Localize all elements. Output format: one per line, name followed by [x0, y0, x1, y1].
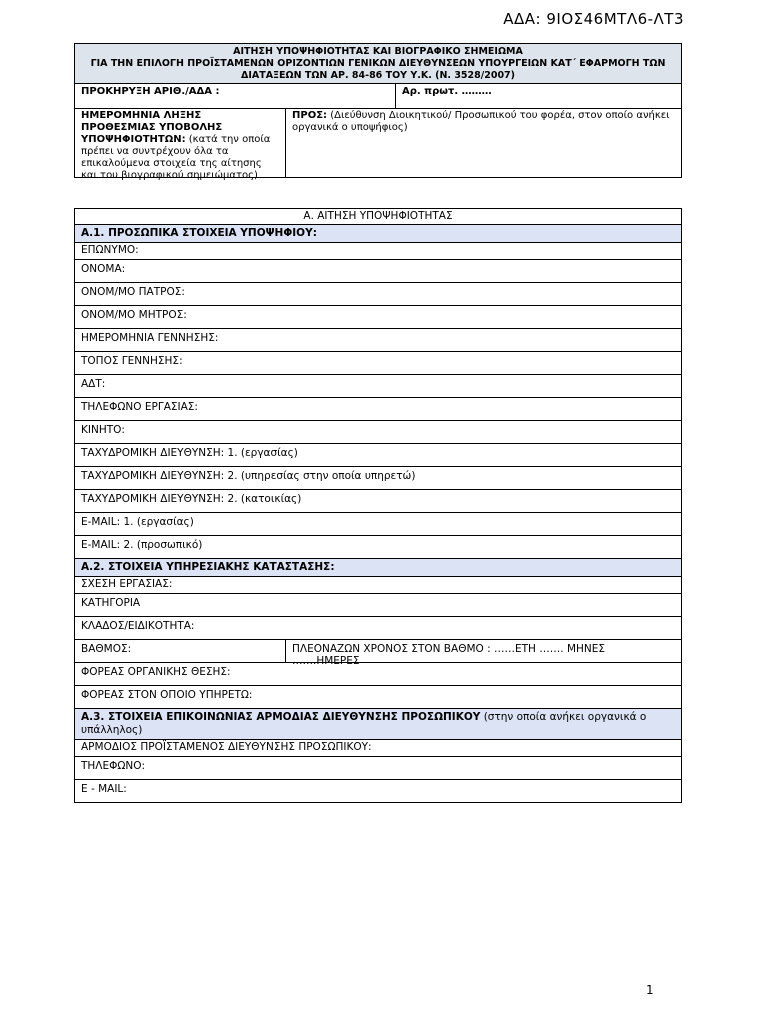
- grade-row: [75, 639, 681, 667]
- form-title-line: ΔΙΑΤΑΞΕΩΝ ΤΩΝ ΑΡ. 84-86 ΤΟΥ Υ.Κ. (Ν. 3528/2007): [240, 70, 516, 81]
- section-a2-title: Α.2. ΣΤΟΙΧΕΙΑ ΥΠΗΡΕΣΙΑΚΗΣ ΚΑΤΑΣΤΑΣΗΣ:: [75, 559, 681, 576]
- section-a2-header-row: [75, 558, 681, 576]
- header-table: [74, 43, 682, 181]
- section-a3-header-row: [75, 708, 681, 739]
- employment-relation-field[interactable]: ΣΧΕΣΗ ΕΡΓΑΣΙΑΣ:: [81, 578, 173, 590]
- personal-email-field[interactable]: E-MAIL: 2. (προσωπικό): [81, 539, 203, 551]
- hr-director-field[interactable]: ΑΡΜΟΔΙΟΣ ΠΡΟΪΣΤΑΜΕΝΟΣ ΔΙΕΥΘΥΝΣΗΣ ΠΡΟΣΩΠΙΚΟΥ:: [81, 741, 372, 753]
- hr-email-field[interactable]: Ε - MAIL:: [81, 783, 127, 795]
- form-title-line: ΑΙΤΗΣΗ ΥΠΟΨΗΦΙΟΤΗΤΑΣ ΚΑΙ ΒΙΟΓΡΑΦΙΚΟ ΣΗΜΕΙΩΜΑ: [233, 46, 523, 57]
- protocol-number-field[interactable]: Αρ. πρωτ. ………: [395, 84, 681, 108]
- home-address-field[interactable]: ΤΑΧΥΔΡΟΜΙΚΗ ΔΙΕΥΘΥΝΣΗ: 2. (κατοικίας): [81, 493, 302, 505]
- surname-field[interactable]: ΕΠΩΝΥΜΟ:: [81, 244, 139, 256]
- work-email-field[interactable]: E-MAIL: 1. (εργασίας): [81, 516, 194, 528]
- branch-specialty-field[interactable]: ΚΛΑΔΟΣ/ΕΙΔΙΚΟΤΗΤΑ:: [81, 620, 195, 632]
- section-a-title-row: [75, 209, 681, 224]
- first-name-field[interactable]: ΟΝΟΜΑ:: [81, 263, 126, 275]
- section-a-title: Α. ΑΙΤΗΣΗ ΥΠΟΨΗΦΙΟΤΗΤΑΣ: [303, 210, 453, 222]
- hr-phone-field[interactable]: ΤΗΛΕΦΩΝΟ:: [81, 760, 146, 772]
- id-card-field[interactable]: ΑΔΤ:: [81, 378, 106, 390]
- recipient-cell[interactable]: [285, 109, 681, 177]
- section-a3-title-bold: Α.3. ΣΤΟΙΧΕΙΑ ΕΠΙΚΟΙΝΩΝΙΑΣ ΑΡΜΟΔΙΑΣ ΔΙΕΥΘΥΝΣΗΣ ΠΡΟΣΩΠΙΚΟΥ: [81, 711, 481, 723]
- category-field[interactable]: ΚΑΤΗΓΟΡΙΑ: [81, 597, 141, 609]
- birth-place-field[interactable]: ΤΟΠΟΣ ΓΕΝΝΗΣΗΣ:: [81, 355, 183, 367]
- section-a1-title: Α.1. ΠΡΟΣΩΠΙΚΑ ΣΤΟΙΧΕΙΑ ΥΠΟΨΗΦΙΟΥ:: [75, 225, 681, 242]
- proclamation-row: [75, 83, 681, 108]
- deadline-row: [75, 108, 681, 181]
- form-title-line: ΓΙΑ ΤΗΝ ΕΠΙΛΟΓΗ ΠΡΟΪΣΤΑΜΕΝΩΝ ΟΡΙΖΟΝΤΙΩΝ ΓΕΝΙΚΩΝ ΔΙΕΥΘΥΝΣΕΩΝ ΥΠΟΥΡΓΕΙΩΝ ΚΑΤ΄ ΕΦΑΡΜΟΓΗ ΤΩΝ: [90, 58, 666, 69]
- mobile-phone-field[interactable]: ΚΙΝΗΤΟ:: [81, 424, 125, 436]
- service-address-field[interactable]: ΤΑΧΥΔΡΟΜΙΚΗ ΔΙΕΥΘΥΝΣΗ: 2. (υπηρεσίας στην οποία υπηρετώ): [81, 470, 416, 482]
- deadline-label: ΗΜΕΡΟΜΗΝΙΑ ΛΗΞΗΣ ΠΡΟΘΕΣΜΙΑΣ ΥΠΟΒΟΛΗΣ ΥΠΟΨΗΦΙΟΤΗΤΩΝ:: [81, 110, 223, 145]
- serving-agency-field[interactable]: ΦΟΡΕΑΣ ΣΤΟΝ ΟΠΟΙΟ ΥΠΗΡΕΤΩ:: [81, 689, 253, 701]
- ada-code: ΑΔΑ: 9ΙΟΣ46ΜΤΛ6-ΛΤ3: [503, 10, 684, 28]
- header-title-row: [75, 44, 681, 83]
- section-a3-title-note: (στην οποία ανήκει οργανικά ο υπάλληλος): [81, 711, 647, 736]
- application-form-table: [74, 208, 682, 803]
- deadline-note: (κατά την οποία πρέπει να συντρέχουν όλα τα επικαλούμενα στοιχεία της αίτησης και του βιογραφικού σημειώματος): [81, 134, 271, 181]
- page-number: 1: [646, 983, 654, 997]
- proclamation-field[interactable]: ΠΡΟΚΗΡΥΞΗ ΑΡΙΘ./ΑΔΑ :: [81, 86, 220, 97]
- deadline-cell: [75, 109, 285, 181]
- father-name-field[interactable]: ΟΝΟΜ/ΜΟ ΠΑΤΡΟΣ:: [81, 286, 185, 298]
- mother-name-field[interactable]: ΟΝΟΜ/ΜΟ ΜΗΤΡΟΣ:: [81, 309, 187, 321]
- form-title: [75, 44, 681, 83]
- recipient-note: (Διεύθυνση Διοικητικού/ Προσωπικού του φορέα, στον οποίο ανήκει οργανικά ο υποψήφιος): [292, 110, 670, 133]
- work-phone-field[interactable]: ΤΗΛΕΦΩΝΟ ΕΡΓΑΣΙΑΣ:: [81, 401, 198, 413]
- section-a1-header-row: [75, 224, 681, 242]
- birth-date-field[interactable]: ΗΜΕΡΟΜΗΝΙΑ ΓΕΝΝΗΣΗΣ:: [81, 332, 219, 344]
- work-address-field[interactable]: ΤΑΧΥΔΡΟΜΙΚΗ ΔΙΕΥΘΥΝΣΗ: 1. (εργασίας): [81, 447, 298, 459]
- surplus-time-field[interactable]: ΠΛΕΟΝΑΖΩΝ ΧΡΟΝΟΣ ΣΤΟΝ ΒΑΘΜΟ : ……ΕΤΗ ……. ΜΗΝΕΣ …….ΗΜΕΡΕΣ: [285, 640, 681, 662]
- organic-position-field[interactable]: ΦΟΡΕΑΣ ΟΡΓΑΝΙΚΗΣ ΘΕΣΗΣ:: [81, 666, 231, 678]
- recipient-label: ΠΡΟΣ:: [292, 110, 328, 121]
- section-a3-title: [75, 709, 681, 739]
- grade-field[interactable]: ΒΑΘΜΟΣ:: [81, 643, 132, 655]
